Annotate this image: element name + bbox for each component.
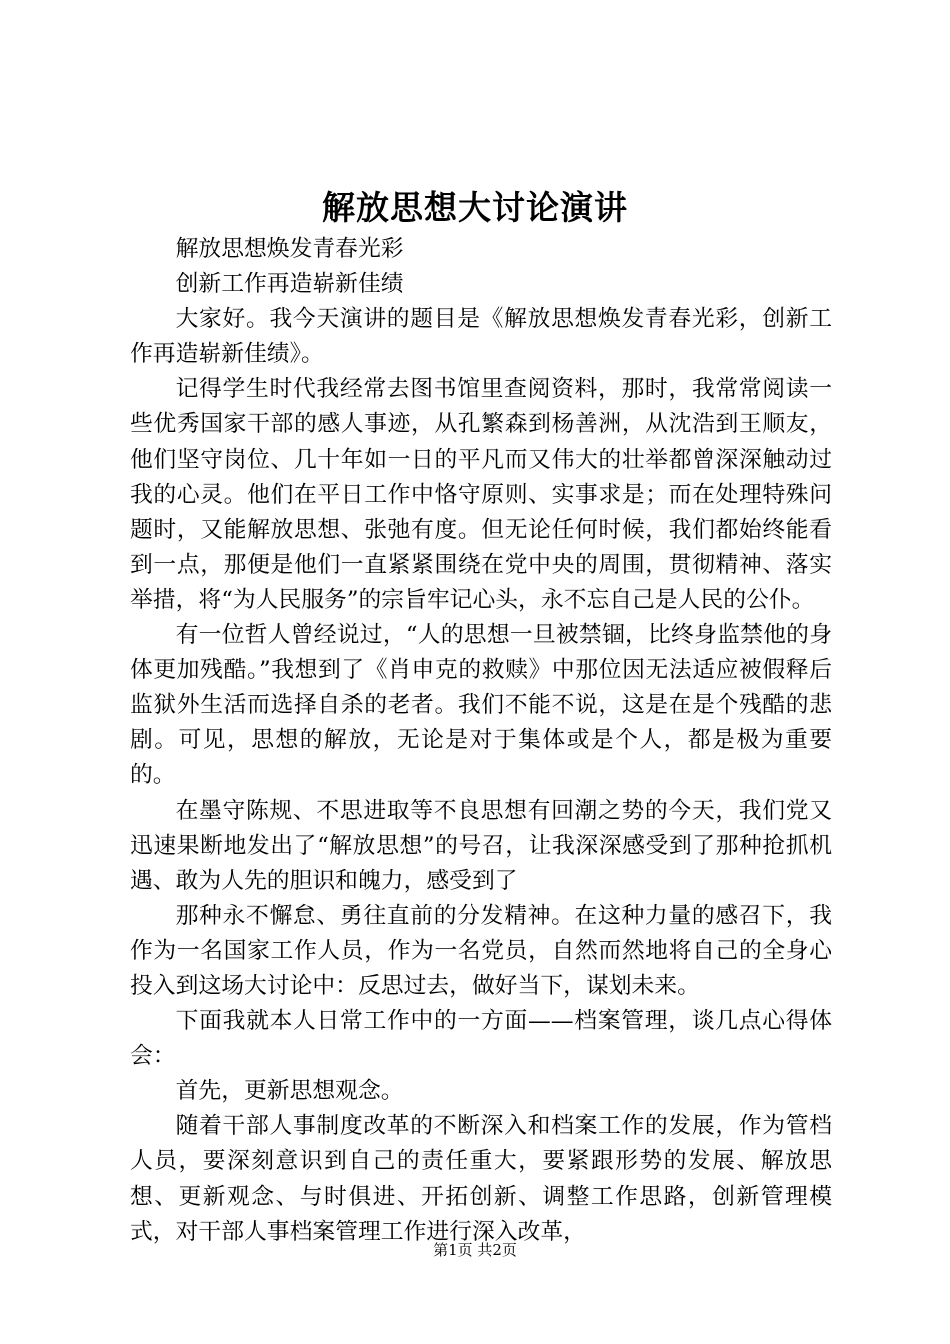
document-title: 解放思想大讨论演讲 (322, 188, 628, 227)
paragraph-greeting: 大家好。我今天演讲的题目是《解放思想焕发青春光彩，创新工作再造崭新佳绩》。 (130, 306, 832, 368)
paragraph-memory: 记得学生时代我经常去图书馆里查阅资料，那时，我常常阅读一些优秀国家干部的感人事迹，从孔繁森到杨善洲，从沈浩到王顺友，他们坚守岗位、几十年如一日的平凡而又伟大的壮举都曾深深触动过我的心灵。他们在平日工作中恪守原则、实事求是；而在处理特殊问题时，又能解放思想、张弛有度。但无论任何时候，我们都始终能看到一点，那便是他们一直紧紧围绕在党中央的周围，贯彻精神、落实举措，将“为人民服务”的宗旨牢记心头，永不忘自己是人民的公仆。 (130, 376, 832, 613)
paragraph-philosopher: 有一位哲人曾经说过，“人的思想一旦被禁锢，比终身监禁他的身体更加残酷。”我想到了《肖申克的救赎》中那位因无法适应被假释后监狱外生活而选择自杀的老者。我们不能不说，这是在是个残酷的悲剧。可见，思想的解放，无论是对于集体或是个人，都是极为重要的。 (130, 622, 832, 789)
paragraph-subtitle-1: 解放思想焕发青春光彩 (175, 236, 404, 262)
paragraph-spirit: 那种永不懈怠、勇往直前的分发精神。在这种力量的感召下，我作为一名国家工作人员，作为一名党员，自然而然地将自己的全身心投入到这场大讨论中：反思过去，做好当下，谋划未来。 (130, 902, 832, 999)
paragraph-reform: 随着干部人事制度改革的不断深入和档案工作的发展，作为管档人员，要深刻意识到自己的责任重大，要紧跟形势的发展、解放思想、更新观念、与时俱进、开拓创新、调整工作思路，创新管理模式，对干部人事档案管理工作进行深入改革， (130, 1113, 832, 1245)
paragraph-subtitle-2: 创新工作再造崭新佳绩 (175, 271, 404, 298)
paragraph-call: 在墨守陈规、不思进取等不良思想有回潮之势的今天，我们党又迅速果断地发出了“解放思想”的号召，让我深深感受到了那种抢抓机遇、敢为人先的胆识和魄力，感受到了 (130, 797, 832, 894)
document-body (130, 232, 832, 1250)
paragraph-first-point: 首先，更新思想观念。 (175, 1078, 404, 1105)
paragraph-intro-archive: 下面我就本人日常工作中的一方面——档案管理，谈几点心得体会： (130, 1008, 832, 1070)
page-footer (0, 1238, 950, 1262)
page-number: 第1页 共2页 (433, 1241, 517, 1259)
